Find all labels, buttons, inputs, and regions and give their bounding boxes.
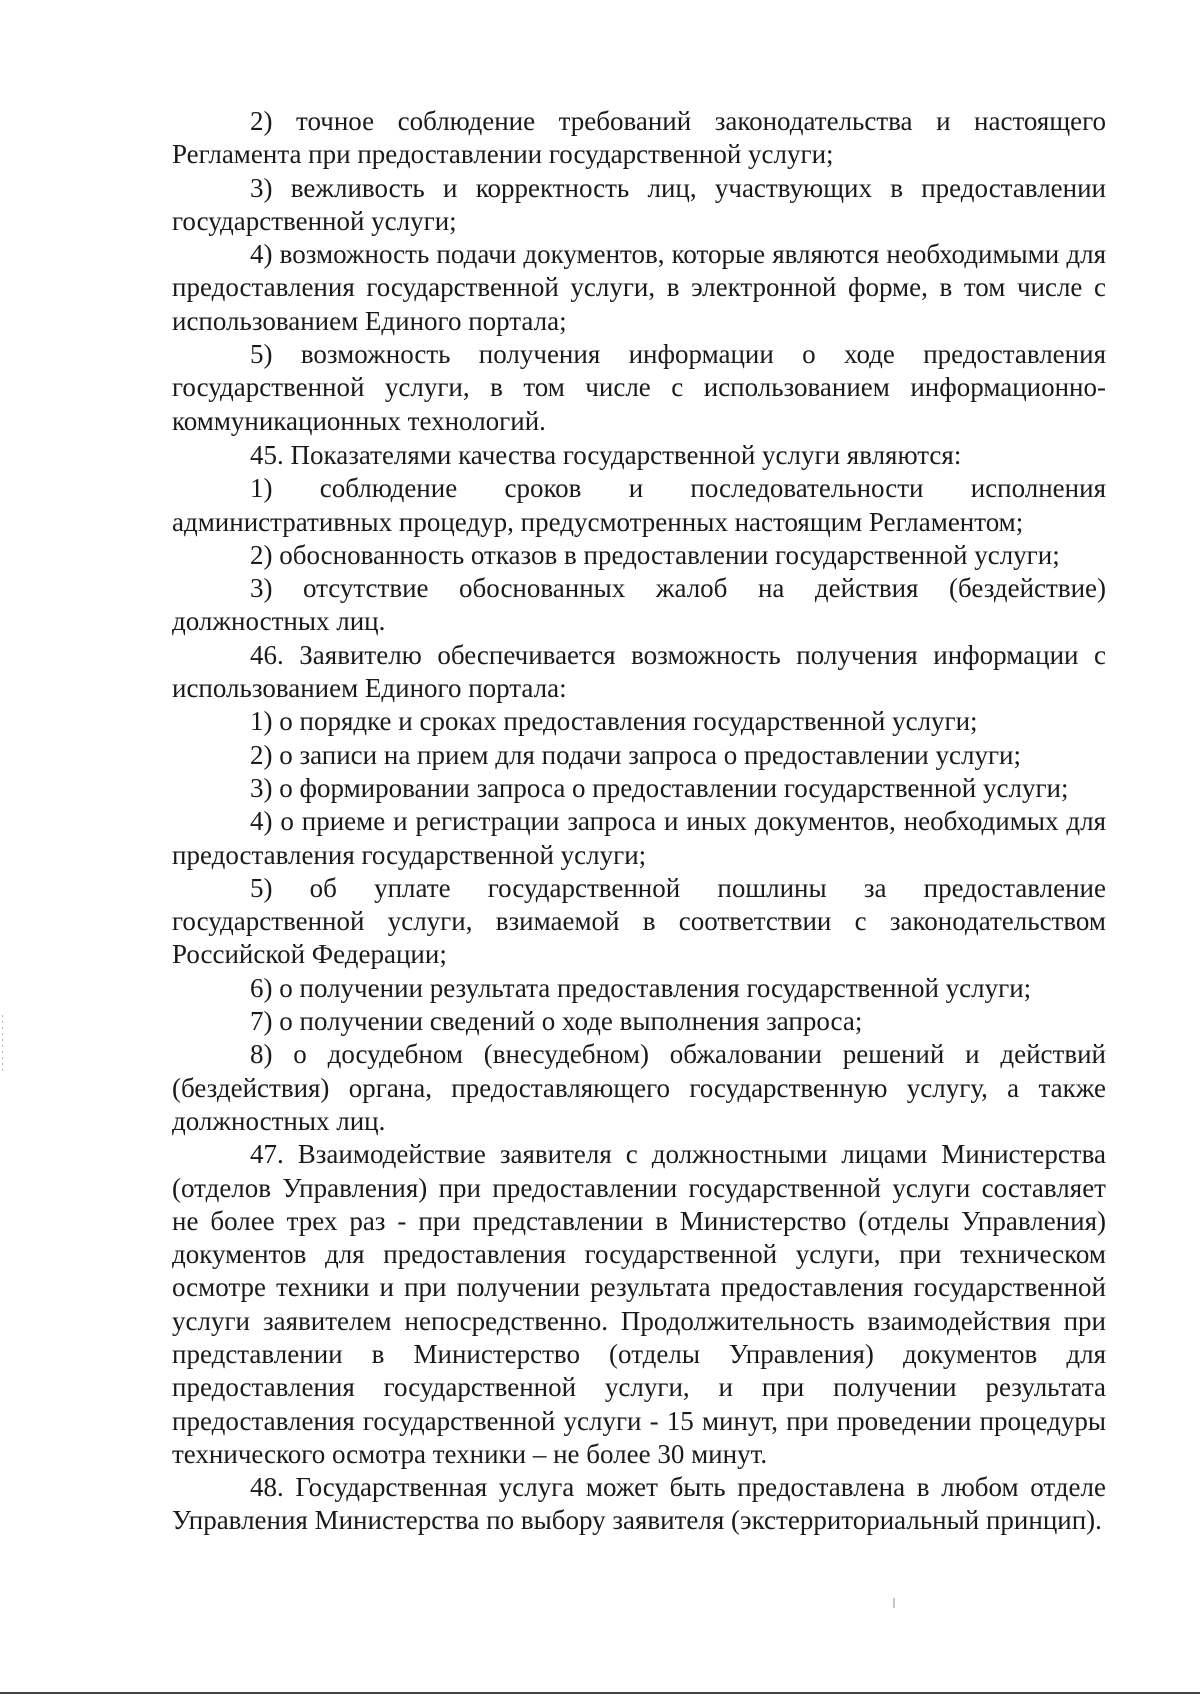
paragraph-section-45: 45. Показателями качества государственной услуги являются: — [250, 439, 962, 470]
paragraph-section-47: 47. Взаимодействие заявителя с должностными лицами Министерства (отделов Управления) при предоставлении государственной услуги составляет не более трех раз - при представлении в Министерство (отделы Управления) документов для предоставления государственной услуги, при техническом осмотре техники и при получении результата предоставления государственной услуги заявителем непосредственно. Продолжительность взаимодействия при представлении в Министерство (отделы Управления) документов для предоставления государственной услуги, и при получении результата предоставления государственной услуги - 15 минут, при проведении процедуры технического осмотра техники – не более 30 минут. — [172, 1139, 1106, 1469]
paragraph-section-46-item-2: 2) о записи на прием для подачи запроса о предоставлении услуги; — [250, 739, 1021, 770]
paragraph-item-4: 4) возможность подачи документов, которые являются необходимыми для предоставления государственной услуги, в электронной форме, в том числе с использованием Единого портала; — [172, 239, 1106, 336]
page-bottom-edge — [0, 1692, 1200, 1694]
scan-margin-marks — [2, 1015, 3, 1075]
paragraph-section-46-item-5: 5) об уплате государственной пошлины за предоставление государственной услуги, взимаемой в соответствии с законодательством Российской Федерации; — [172, 872, 1106, 970]
paragraph-section-46-item-6: 6) о получении результата предоставления государственной услуги; — [250, 972, 1032, 1003]
paragraph-section-46-item-1: 1) о порядке и сроках предоставления государственной услуги; — [250, 706, 978, 737]
paragraph-section-45-item-3: 3) отсутствие обоснованных жалоб на действия (бездействие) должностных лиц. — [172, 573, 1106, 637]
paragraph-section-46: 46. Заявителю обеспечивается возможность получения информации с использованием Единого портала: — [172, 639, 1106, 704]
scan-artifact — [893, 1598, 895, 1608]
paragraph-section-46-item-8: 8) о досудебном (внесудебном) обжаловании решений и действий (бездействия) органа, предоставляющего государственную услугу, а также должностных лиц. — [172, 1039, 1106, 1136]
paragraph-section-45-item-1: 1) соблюдение сроков и последовательности исполнения административных процедур, предусмотренных настоящим Регламентом; — [172, 473, 1106, 537]
paragraph-item-3: 3) вежливость и корректность лиц, участвующих в предоставлении государственной услуги; — [172, 172, 1106, 236]
paragraph-section-46-item-4: 4) о приеме и регистрации запроса и иных документов, необходимых для предоставления государственной услуги; — [172, 806, 1106, 870]
paragraph-section-46-item-7: 7) о получении сведений о ходе выполнения запроса; — [250, 1006, 863, 1037]
paragraph-item-5: 5) возможность получения информации о ходе предоставления государственной услуги, в том числе с использованием информационно-коммуникационных технологий. — [172, 339, 1106, 436]
paragraph-section-46-item-3: 3) о формировании запроса о предоставлении государственной услуги; — [250, 772, 1069, 803]
document-body — [172, 105, 1106, 1538]
paragraph-section-45-item-2: 2) обоснованность отказов в предоставлении государственной услуги; — [250, 539, 1060, 570]
paragraph-section-48: 48. Государственная услуга может быть предоставлена в любом отделе Управления Министерства по выбору заявителя (экстерриториальный принцип). — [172, 1472, 1106, 1536]
paragraph-item-2: 2) точное соблюдение требований законодательства и настоящего Регламента при предоставлении государственной услуги; — [172, 106, 1106, 170]
